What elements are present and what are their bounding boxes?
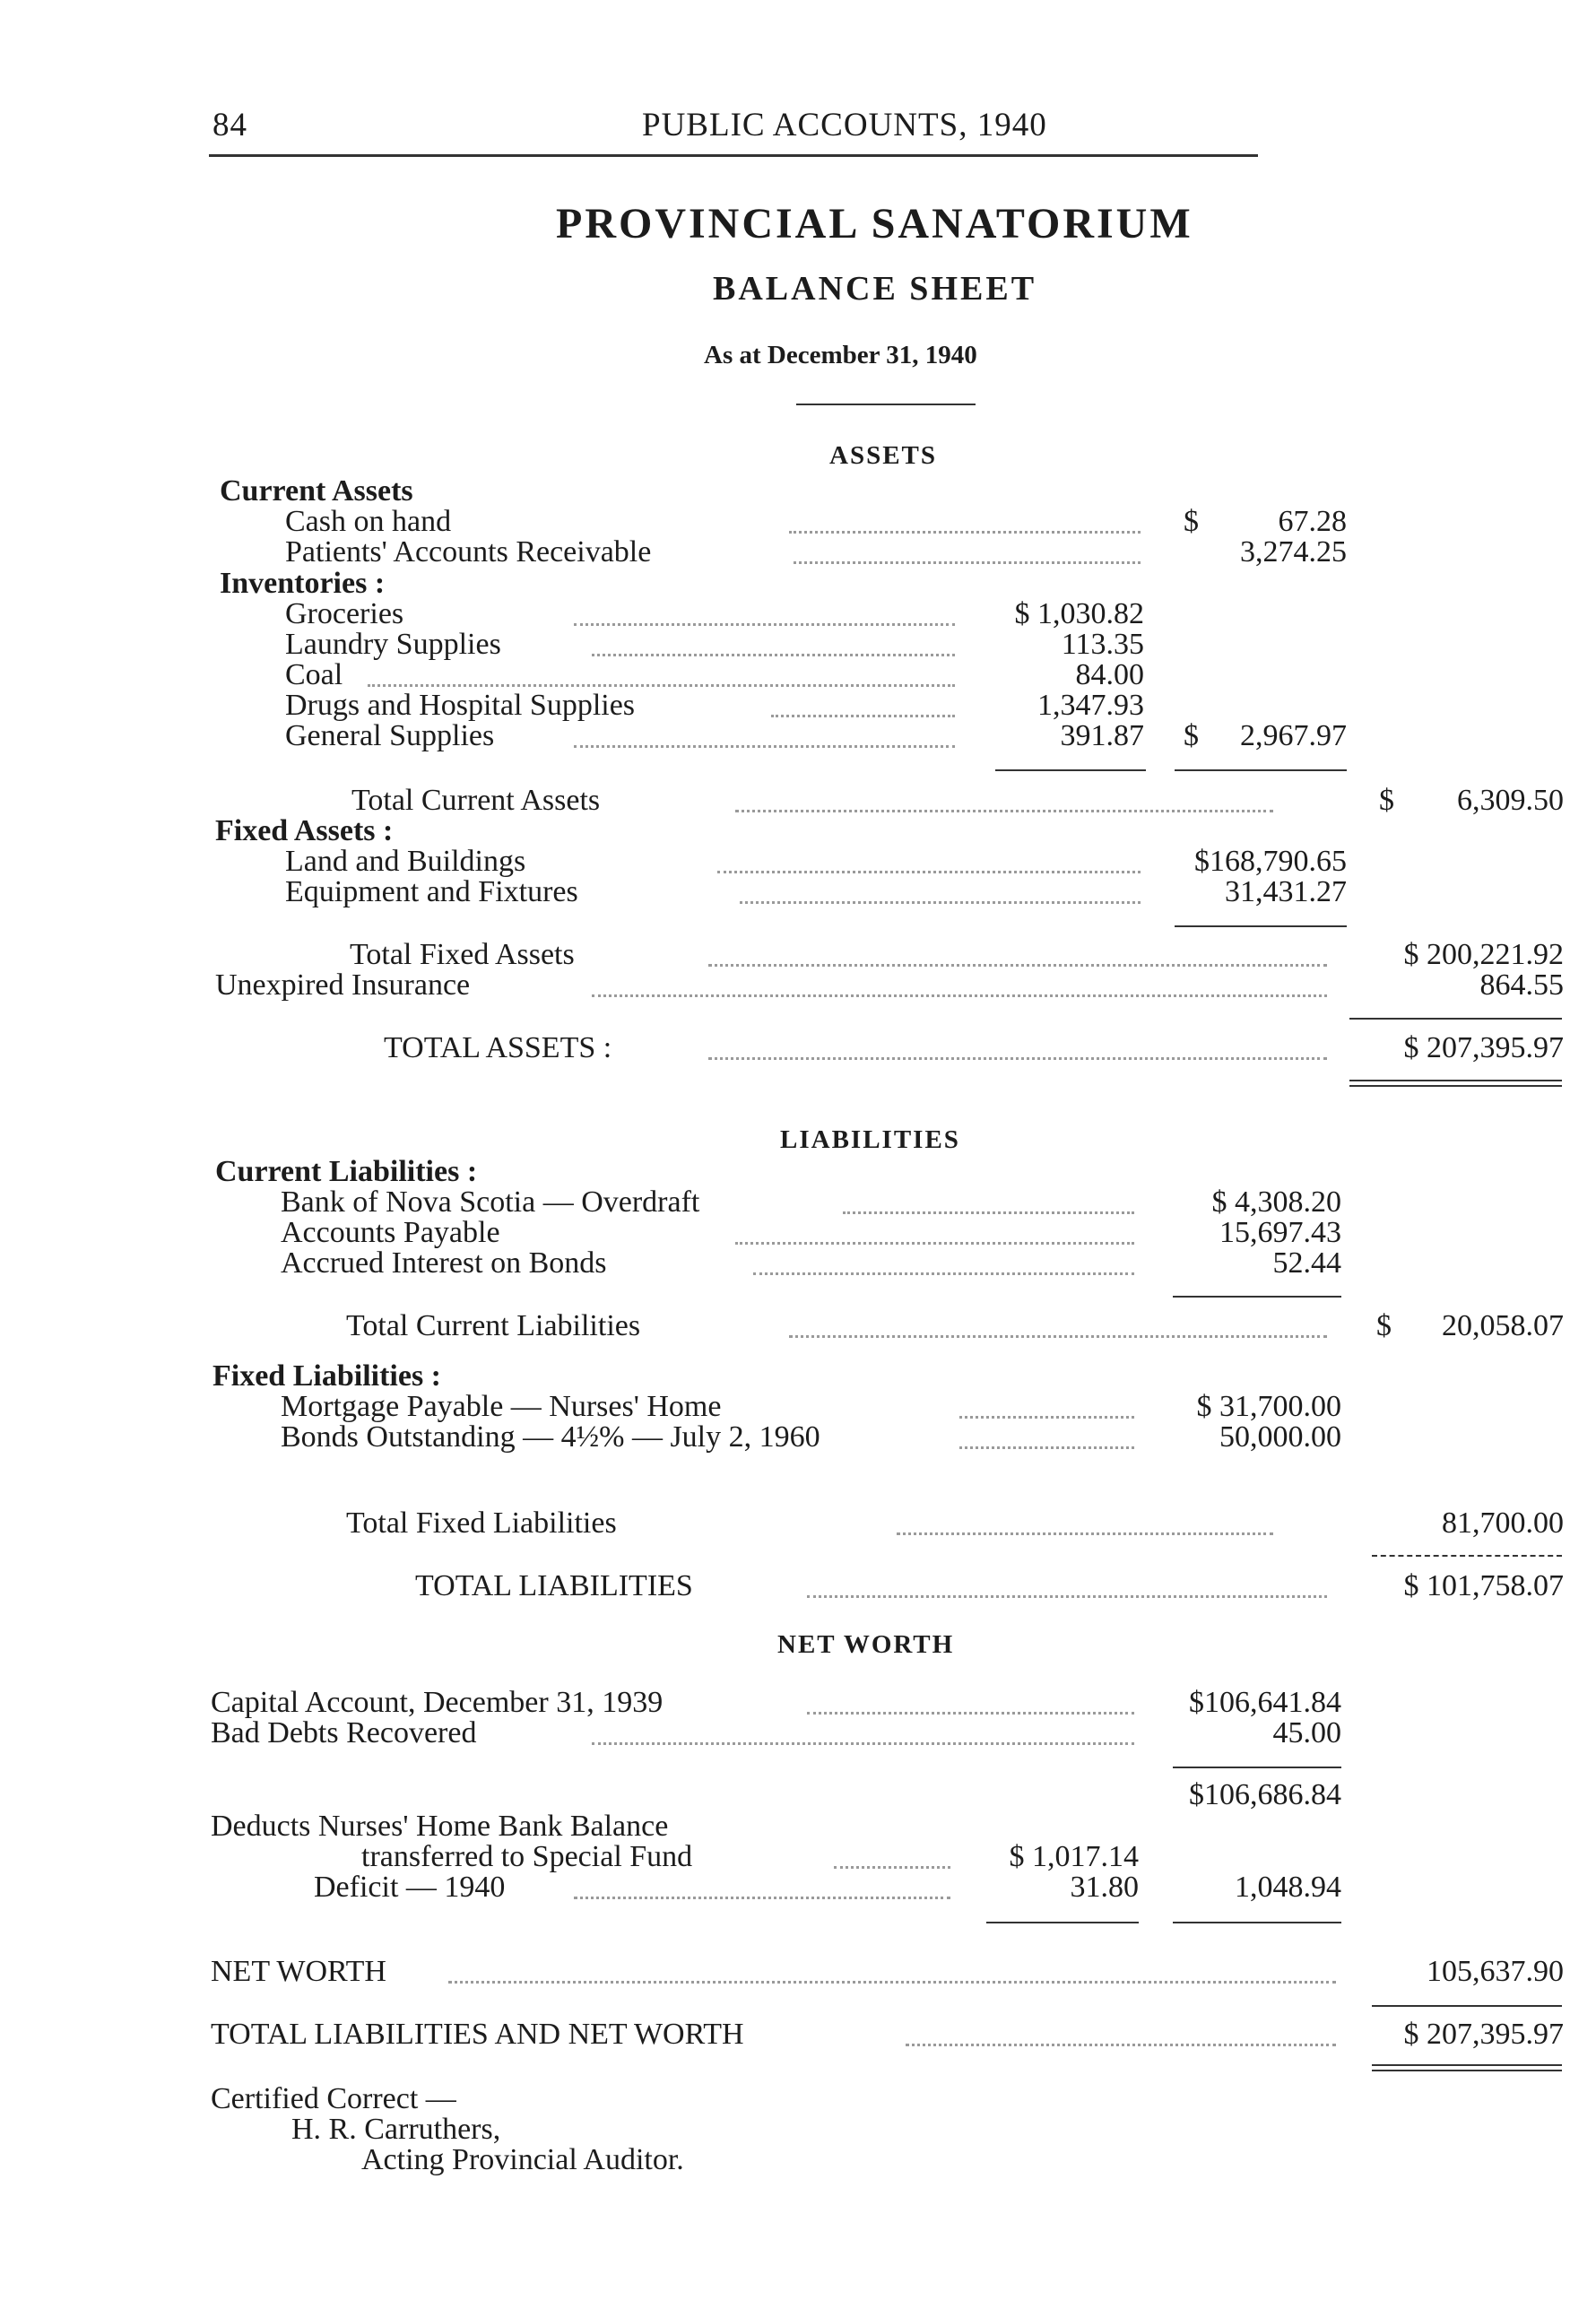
deductions-total: 1,048.94 xyxy=(1235,1871,1341,1904)
auditor-title: Acting Provincial Auditor. xyxy=(361,2143,684,2176)
total-fixed-liabilities: 81,700.00 xyxy=(1442,1506,1564,1540)
total-current-liabilities-label: Total Current Liabilities xyxy=(346,1309,641,1342)
total-assets: $ 207,395.97 xyxy=(1403,1031,1564,1064)
land-amount: $168,790.65 xyxy=(1194,845,1347,878)
total-current-assets-dollar: $ xyxy=(1379,784,1394,817)
insurance-label: Unexpired Insurance xyxy=(215,968,471,1002)
inventories-total: 2,967.97 xyxy=(1240,719,1347,752)
interest-label: Accrued Interest on Bonds xyxy=(281,1246,607,1280)
total-liabilities-net-worth: $ 207,395.97 xyxy=(1403,2018,1564,2051)
inventory-label: Laundry Supplies xyxy=(285,628,501,661)
equipment-label: Equipment and Fixtures xyxy=(285,875,578,908)
bank-amount: $ 4,308.20 xyxy=(1211,1185,1341,1219)
cash-amount: 67.28 xyxy=(1278,505,1347,538)
certified-correct: Certified Correct — xyxy=(211,2082,456,2115)
fixed-assets-heading: Fixed Assets : xyxy=(215,814,394,847)
assets-heading: ASSETS xyxy=(829,441,938,470)
bank-label: Bank of Nova Scotia — Overdraft xyxy=(281,1185,700,1219)
date-line: As at December 31, 1940 xyxy=(704,341,977,369)
auditor-name: H. R. Carruthers, xyxy=(291,2113,501,2146)
equipment-amount: 31,431.27 xyxy=(1225,875,1347,908)
deficit-label: Deficit — 1940 xyxy=(314,1871,506,1904)
total-current-assets-label: Total Current Assets xyxy=(351,784,601,817)
fixed-liabilities-heading: Fixed Liabilities : xyxy=(213,1359,441,1393)
inventory-amount: $ 1,030.82 xyxy=(1014,597,1144,630)
total-current-assets: 6,309.50 xyxy=(1457,784,1564,817)
payable-amount: 15,697.43 xyxy=(1219,1216,1341,1249)
mortgage-label: Mortgage Payable — Nurses' Home xyxy=(281,1390,722,1423)
net-worth-heading: NET WORTH xyxy=(777,1630,955,1659)
cash-label: Cash on hand xyxy=(285,505,452,538)
bonds-label: Bonds Outstanding — 4½% — July 2, 1960 xyxy=(281,1420,820,1454)
running-title: PUBLIC ACCOUNTS, 1940 xyxy=(642,107,1047,143)
total-current-liabilities: 20,058.07 xyxy=(1442,1309,1564,1342)
receivable-amount: 3,274.25 xyxy=(1240,535,1347,569)
page-number: 84 xyxy=(213,107,247,143)
total-fixed-assets: $ 200,221.92 xyxy=(1403,938,1564,971)
total-assets-label: TOTAL ASSETS : xyxy=(384,1031,612,1064)
total-fixed-assets-label: Total Fixed Assets xyxy=(350,938,575,971)
total-liabilities: $ 101,758.07 xyxy=(1403,1569,1564,1602)
inventory-label: Drugs and Hospital Supplies xyxy=(285,689,636,722)
current-liabilities-heading: Current Liabilities : xyxy=(215,1155,478,1188)
capital-amount: $106,641.84 xyxy=(1189,1686,1341,1719)
total-current-liabilities-dollar: $ xyxy=(1376,1309,1392,1342)
land-label: Land and Buildings xyxy=(285,845,526,878)
total-liabilities-net-worth-label: TOTAL LIABILITIES AND NET WORTH xyxy=(211,2018,744,2051)
inventories-total-dollar: $ xyxy=(1184,719,1199,752)
title-divider xyxy=(796,404,976,405)
receivable-label: Patients' Accounts Receivable xyxy=(285,535,652,569)
deducts-label: Deducts Nurses' Home Bank Balance xyxy=(211,1810,669,1843)
interest-amount: 52.44 xyxy=(1272,1246,1341,1280)
institution-title: PROVINCIAL SANATORIUM xyxy=(556,200,1193,247)
inventory-amount: 391.87 xyxy=(1060,719,1144,752)
inventory-amount: 84.00 xyxy=(1075,658,1144,691)
mortgage-amount: $ 31,700.00 xyxy=(1196,1390,1341,1423)
net-worth-label: NET WORTH xyxy=(211,1955,386,1988)
inventory-amount: 1,347.93 xyxy=(1037,689,1144,722)
capital-label: Capital Account, December 31, 1939 xyxy=(211,1686,664,1719)
transferred-amount: $ 1,017.14 xyxy=(1009,1840,1139,1873)
header-rule xyxy=(209,154,1258,157)
bonds-amount: 50,000.00 xyxy=(1219,1420,1341,1454)
bad-debts-amount: 45.00 xyxy=(1272,1716,1341,1749)
inventory-amount: 113.35 xyxy=(1061,628,1144,661)
bad-debts-label: Bad Debts Recovered xyxy=(211,1716,477,1749)
insurance-amount: 864.55 xyxy=(1479,968,1564,1002)
inventories-heading: Inventories : xyxy=(220,567,386,600)
liabilities-heading: LIABILITIES xyxy=(780,1125,960,1154)
inventory-label: General Supplies xyxy=(285,719,495,752)
total-fixed-liabilities-label: Total Fixed Liabilities xyxy=(346,1506,617,1540)
net-worth-subtotal: $106,686.84 xyxy=(1189,1778,1341,1811)
inventory-label: Groceries xyxy=(285,597,404,630)
statement-title: BALANCE SHEET xyxy=(713,270,1037,308)
current-assets-heading: Current Assets xyxy=(220,474,413,508)
inventory-label: Coal xyxy=(285,658,343,691)
cash-dollar: $ xyxy=(1184,505,1199,538)
deficit-amount: 31.80 xyxy=(1070,1871,1139,1904)
net-worth-amount: 105,637.90 xyxy=(1427,1955,1564,1988)
total-liabilities-label: TOTAL LIABILITIES xyxy=(415,1569,693,1602)
transferred-label: transferred to Special Fund xyxy=(361,1840,693,1873)
payable-label: Accounts Payable xyxy=(281,1216,500,1249)
